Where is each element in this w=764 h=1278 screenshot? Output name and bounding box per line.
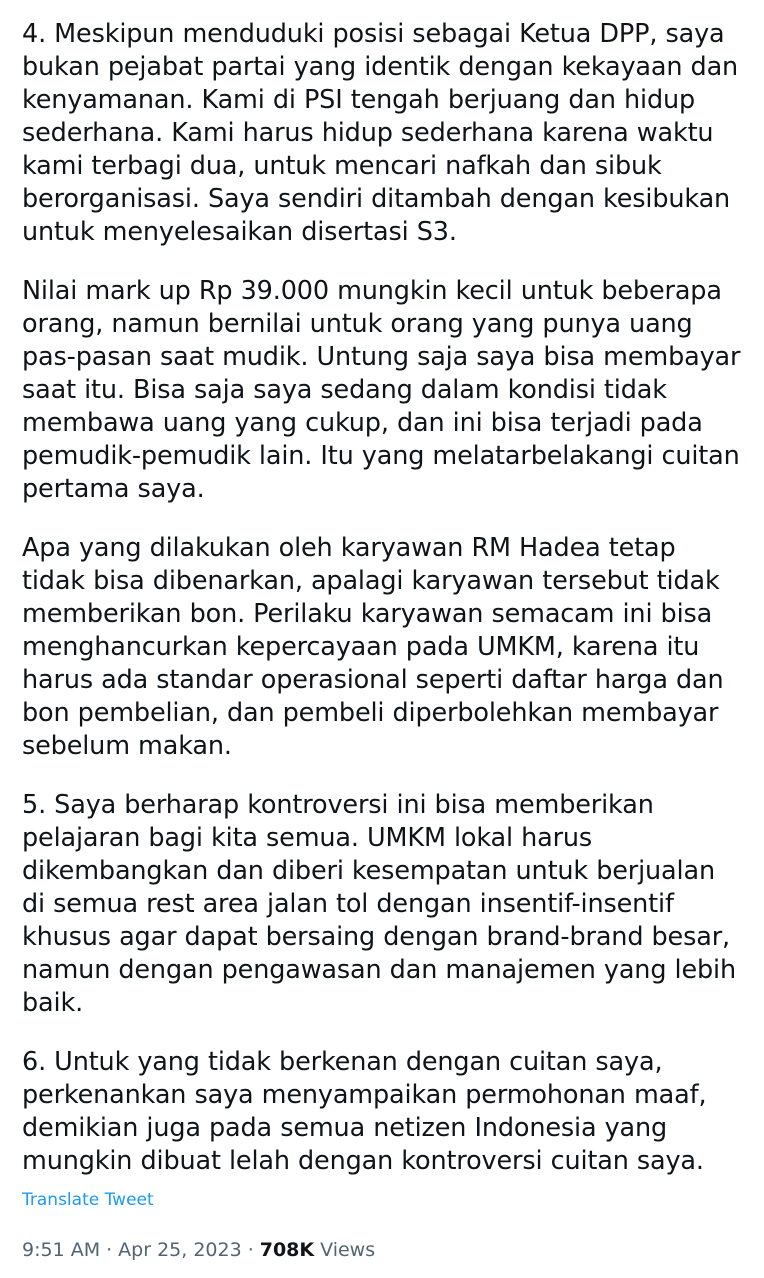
tweet-paragraph: 5. Saya berharap kontroversi ini bisa memberikan pelajaran bagi kita semua. UMKM lokal harus dikembangkan dan diberi kesempatan untuk berjualan di semua rest area jalan tol dengan insentif-insentif khusus agar dapat bersaing dengan brand-brand besar, namun dengan pengawasan dan manajemen yang lebih baik. xyxy=(22,790,736,1018)
tweet-paragraph: 6. Untuk yang tidak berkenan dengan cuitan saya, perkenankan saya menyampaikan permohonan maaf, demikian juga pada semua netizen Indonesia yang mungkin dibuat lelah dengan kontroversi cuitan saya. xyxy=(22,1047,707,1176)
tweet-paragraph: Apa yang dilakukan oleh karyawan RM Hadea tetap tidak bisa dibenarkan, apalagi karyawan tersebut tidak memberikan bon. Perilaku karyawan semacam ini bisa menghancurkan kepercayaan pada UMKM, karena itu harus ada standar operasional seperti daftar harga dan bon pembelian, dan pembeli diperbolehkan membayar sebelum makan. xyxy=(22,533,724,761)
tweet-views-count: 708K xyxy=(259,1239,315,1261)
tweet-views-label: Views xyxy=(320,1239,376,1261)
meta-separator: · xyxy=(247,1239,254,1261)
tweet-date: Apr 25, 2023 xyxy=(118,1239,242,1261)
translate-tweet-link[interactable]: Translate Tweet xyxy=(22,1190,154,1210)
meta-separator: · xyxy=(106,1239,113,1261)
tweet-paragraph: Nilai mark up Rp 39.000 mungkin kecil untuk beberapa orang, namun bernilai untuk orang yang punya uang pas-pasan saat mudik. Untung saja saya bisa membayar saat itu. Bisa saja saya sedang dalam kondisi tidak membawa uang yang cukup, dan ini bisa terjadi pada pemudik-pemudik lain. Itu yang melatarbelakangi cuitan pertama saya. xyxy=(22,276,741,504)
tweet-paragraph: 4. Meskipun menduduki posisi sebagai Ketua DPP, saya bukan pejabat partai yang identik dengan kekayaan dan kenyamanan. Kami di PSI tengah berjuang dan hidup sederhana. Kami harus hidup sederhana karena waktu kami terbagi dua, untuk mencari nafkah dan sibuk berorganisasi. Saya sendiri ditambah dengan kesibukan untuk menyelesaikan disertasi S3. xyxy=(22,19,739,247)
tweet-time: 9:51 AM xyxy=(22,1239,101,1261)
tweet-text-body xyxy=(22,18,742,1178)
tweet-meta xyxy=(22,1220,742,1278)
